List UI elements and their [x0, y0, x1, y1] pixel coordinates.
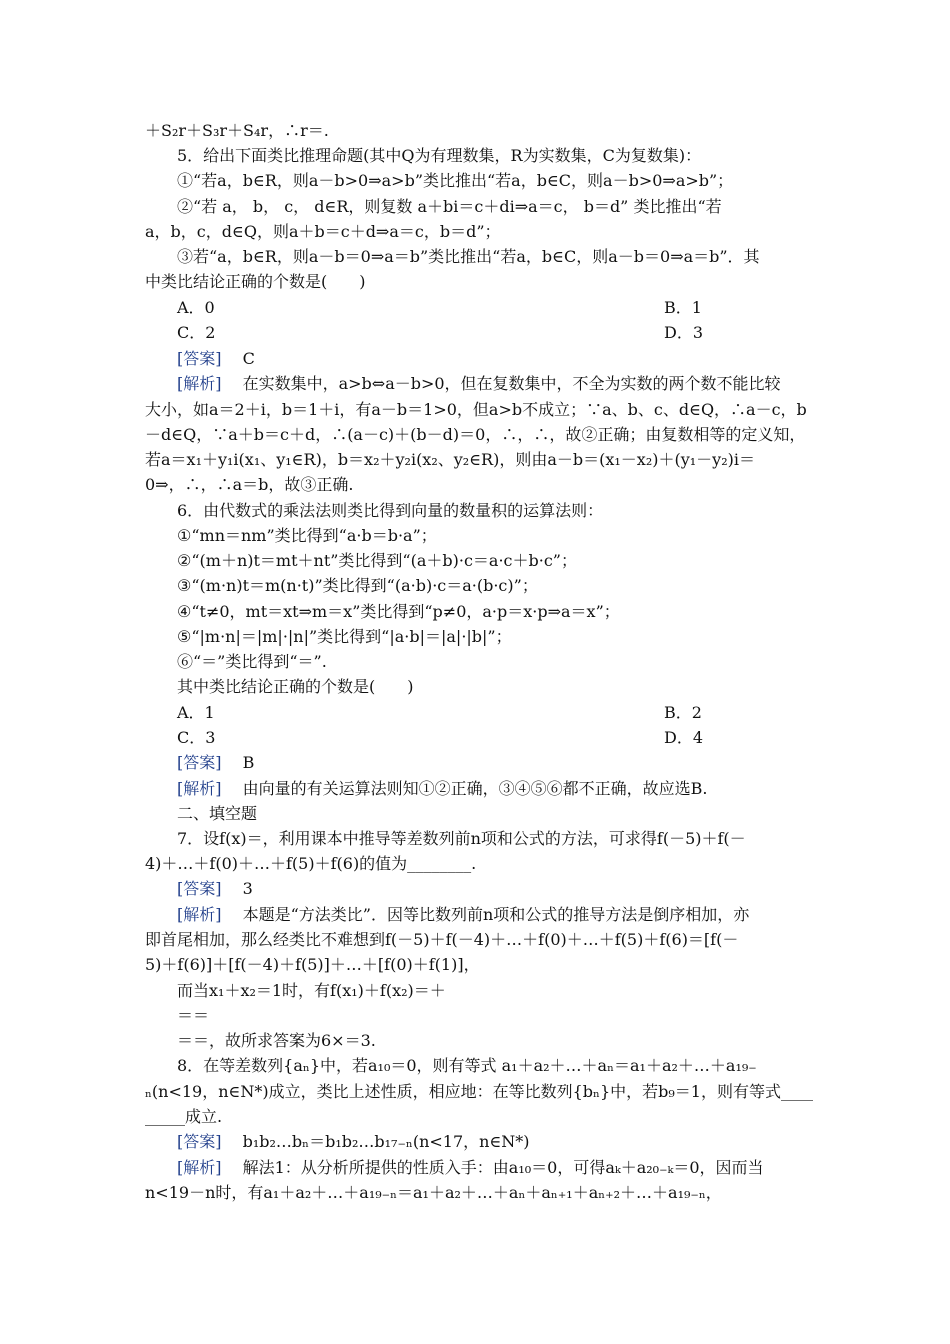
text-line: ③“(m·n)t＝m(n·t)”类比得到“(a·b)·c＝a·(b·c)”； — [177, 576, 538, 595]
option-b: B．2 — [664, 703, 702, 722]
text-line: ③若“a，b∈R，则a－b＝0⇒a＝b”类比推出“若a，b∈C，则a－b＝0⇒a＝b”．其 — [177, 247, 760, 266]
text-line: ①“若a，b∈R，则a－b>0⇒a>b”类比推出“若a，b∈C，则a－b>0⇒a>b”； — [177, 171, 734, 190]
analysis-tag: [解析] — [177, 779, 222, 798]
text-line: 5)＋f(6)]＋[f(－4)＋f(5)]＋…＋[f(0)＋f(1)]， — [145, 955, 480, 974]
analysis-tag: [解析] — [177, 905, 222, 924]
analysis-line — [177, 1157, 810, 1179]
text-line: ＝＝，故所求答案为6×＝3. — [177, 1031, 376, 1050]
text-line: ⑥“＝”类比得到“＝”. — [177, 652, 327, 671]
answer-line — [177, 348, 810, 370]
text-line: n<19－n时，有a₁＋a₂＋…＋a₁₉₋ₙ＝a₁＋a₂＋…＋aₙ＋aₙ₊₁＋aₙ₊₂＋…＋a₁₉₋ₙ， — [145, 1183, 722, 1202]
answer-line — [177, 878, 810, 900]
answer-line — [177, 752, 810, 774]
analysis-line — [177, 778, 810, 800]
text-line: 而当x₁＋x₂＝1时，有f(x₁)＋f(x₂)＝＋ — [177, 981, 446, 1000]
option-c: C．2 — [177, 323, 216, 342]
option-a: A．0 — [177, 298, 215, 317]
answer-value: 3 — [242, 879, 253, 898]
text-line: ②“若 a， b， c， d∈R，则复数 a＋bi＝c＋di⇒a＝c， b＝d” 类比推出“若 — [177, 197, 722, 216]
text-line: 4)＋…＋f(0)＋…＋f(5)＋f(6)的值为________. — [145, 854, 477, 873]
text-line: －d∈Q，∵a＋b＝c＋d，∴(a－c)＋(b－d)＝0，∴，∴，故②正确；由复数相等的定义知， — [145, 425, 806, 444]
question-5-stem: 5．给出下面类比推理命题(其中Q为有理数集，R为实数集，C为复数集)： — [177, 146, 702, 165]
answer-line — [177, 1131, 810, 1153]
text-line: 其中类比结论正确的个数是( ) — [177, 677, 414, 696]
option-row — [177, 727, 810, 749]
analysis-tag: [解析] — [177, 374, 222, 393]
option-a: A．1 — [177, 703, 215, 722]
text-line: ＋S₂r＋S₃r＋S₄r，∴r＝. — [145, 121, 329, 140]
text-line: ①“mn＝nm”类比得到“a·b＝b·a”； — [177, 526, 437, 545]
answer-tag: [答案] — [177, 1132, 222, 1151]
text-line: ④“t≠0，mt＝xt⇒m＝x”类比得到“p≠0，a·p＝x·p⇒a＝x”； — [177, 602, 620, 621]
question-6-stem: 6．由代数式的乘法法则类比得到向量的数量积的运算法则： — [177, 501, 604, 520]
analysis-text: 在实数集中，a>b⇔a－b>0，但在复数集中，不全为实数的两个数不能比较 — [242, 374, 781, 393]
analysis-text: 由向量的有关运算法则知①②正确，③④⑤⑥都不正确，故应选B. — [242, 779, 708, 798]
answer-tag: [答案] — [177, 349, 222, 368]
text-line: ②“(m＋n)t＝mt＋nt”类比得到“(a＋b)·c＝a·c＋b·c”； — [177, 551, 577, 570]
text-line: a，b，c，d∈Q，则a＋b＝c＋d⇒a＝c，b＝d”； — [145, 222, 501, 241]
option-row — [177, 702, 810, 724]
analysis-text: 本题是“方法类比”．因等比数列前n项和公式的推导方法是倒序相加，亦 — [242, 905, 750, 924]
option-b: B．1 — [664, 298, 702, 317]
text-line: ⑤“|m·n|＝|m|·|n|”类比得到“|a·b|＝|a|·|b|”； — [177, 627, 512, 646]
answer-tag: [答案] — [177, 753, 222, 772]
text-line: 若a＝x₁＋y₁i(x₁、y₁∈R)，b＝x₂＋y₂i(x₂、y₂∈R)，则由a－b＝(x₁－x₂)＋(y₁－y₂)i＝ — [145, 450, 755, 469]
analysis-line — [177, 373, 810, 395]
question-8-stem: 8．在等差数列{aₙ}中，若a₁₀＝0，则有等式 a₁＋a₂＋…＋aₙ＝a₁＋a₂＋…＋a₁₉₋ — [177, 1056, 757, 1075]
section-heading: 二、填空题 — [177, 804, 258, 823]
answer-value: B — [242, 753, 255, 772]
text-line: 大小，如a＝2＋i，b＝1＋i，有a－b＝1>0，但a>b不成立；∵a、b、c、d∈Q，∴a－c，b — [145, 400, 807, 419]
option-d: D．4 — [664, 728, 704, 747]
text-line: ₙ(n<19，n∈N*)成立，类比上述性质，相应地：在等比数列{bₙ}中，若b₉＝1，则有等式____ — [145, 1082, 813, 1101]
text-line: 即首尾相加，那么经类比不难想到f(－5)＋f(－4)＋…＋f(0)＋…＋f(5)＋f(6)＝[f(－ — [145, 930, 739, 949]
answer-value: C — [242, 349, 255, 368]
analysis-text: 解法1：从分析所提供的性质入手：由a₁₀＝0，可得aₖ＋a₂₀₋ₖ＝0，因而当 — [242, 1158, 764, 1177]
answer-value: b₁b₂…bₙ＝b₁b₂…b₁₇₋ₙ(n<17，n∈N*) — [242, 1132, 530, 1151]
question-7-stem: 7．设f(x)＝，利用课本中推导等差数列前n项和公式的方法，可求得f(－5)＋f(－ — [177, 829, 746, 848]
text-line: ＝＝ — [177, 1006, 210, 1025]
analysis-line — [177, 904, 810, 926]
text-line: _____成立. — [145, 1107, 223, 1126]
option-row — [177, 297, 810, 319]
text-line: 0⇒，∴，∴a＝b，故③正确. — [145, 475, 354, 494]
option-c: C．3 — [177, 728, 216, 747]
answer-tag: [答案] — [177, 879, 222, 898]
option-d: D．3 — [664, 323, 704, 342]
option-row — [177, 322, 810, 344]
analysis-tag: [解析] — [177, 1158, 222, 1177]
text-line: 中类比结论正确的个数是( ) — [145, 272, 366, 291]
